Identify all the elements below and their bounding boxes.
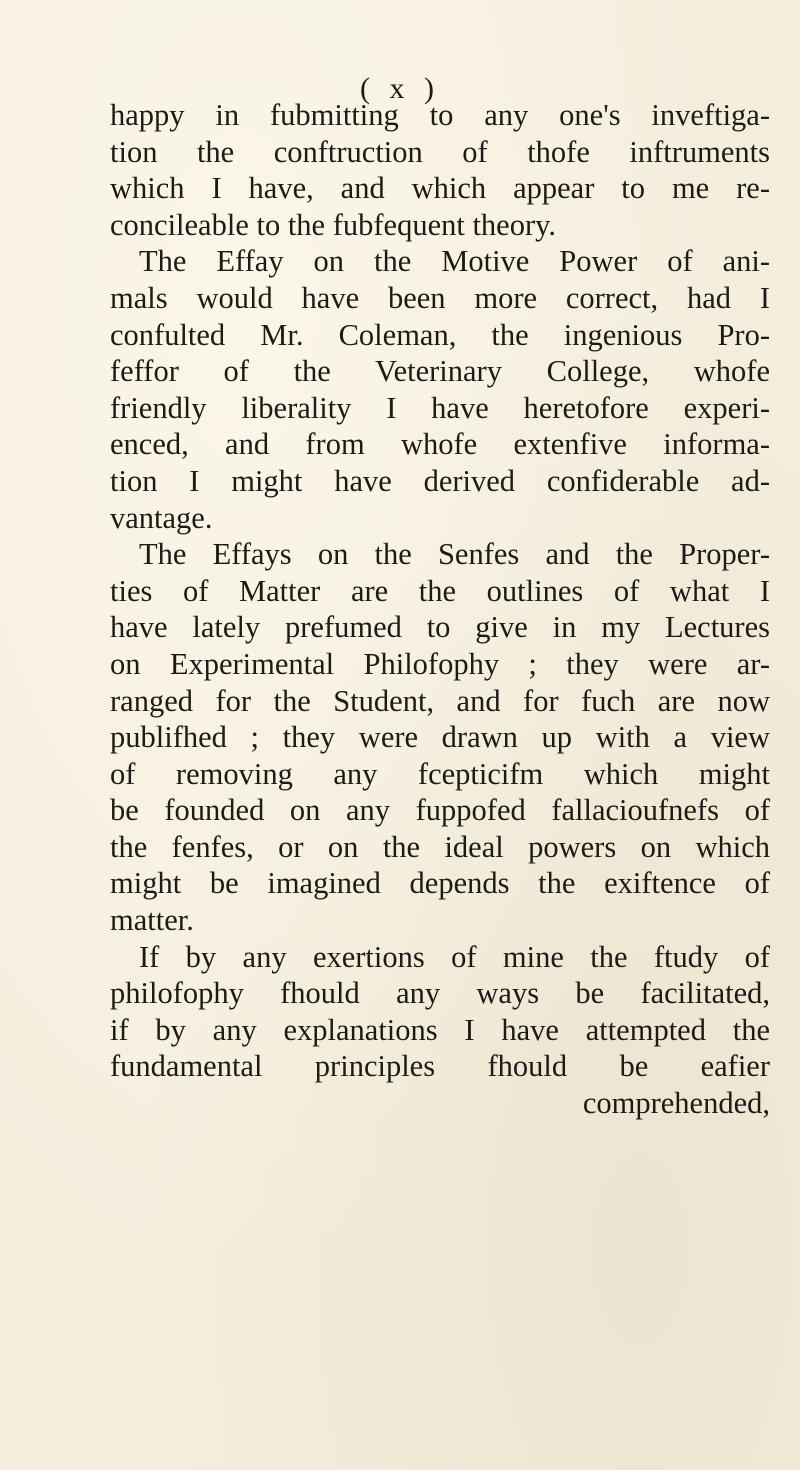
body-text	[110, 97, 770, 1122]
text-line: publifhed ; they were drawn up with a view	[110, 720, 770, 755]
text-line: vantage.	[110, 500, 213, 535]
page-number: ( x )	[360, 72, 440, 105]
text-line: confulted Mr. Coleman, the ingenious Pro-	[110, 317, 770, 352]
text-line: be founded on any fuppofed fallacioufnefs of	[110, 793, 770, 828]
text-line: might be imagined depends the exiftence of	[110, 866, 770, 901]
paragraph-start-line: If by any exertions of mine the ftudy of	[139, 939, 770, 974]
text-line: on Experimental Philofophy ; they were ar-	[110, 646, 770, 681]
text-line: feffor of the Veterinary College, whofe	[110, 354, 770, 389]
text-line: philofophy fhould any ways be facilitated,	[110, 976, 770, 1011]
text-line: friendly liberality I have heretofore experi-	[110, 390, 770, 425]
text-line: fundamental principles fhould be eafier	[110, 1049, 770, 1084]
text-line: tion the conftruction of thofe inftruments	[110, 134, 770, 169]
text-line: ties of Matter are the outlines of what I	[110, 573, 770, 608]
paragraph-start-line: The Effays on the Senfes and the Proper-	[139, 537, 770, 572]
text-line: happy in fubmitting to any one's inveftiga-	[110, 98, 770, 132]
text-line: have lately prefumed to give in my Lectures	[110, 610, 770, 645]
text-line: which I have, and which appear to me re-	[110, 171, 770, 206]
text-line: enced, and from whofe extenfive informa-	[110, 427, 770, 462]
text-line: concileable to the fubfequent theory.	[110, 207, 557, 242]
text-line: the fenfes, or on the ideal powers on which	[110, 829, 770, 864]
catchword: comprehended,	[582, 1086, 770, 1121]
text-line: tion I might have derived confiderable ad-	[110, 463, 770, 498]
text-line: if by any explanations I have attempted the	[110, 1012, 770, 1047]
text-line: mals would have been more correct, had I	[110, 280, 770, 315]
text-line: ranged for the Student, and for fuch are now	[110, 683, 770, 718]
text-line: matter.	[110, 903, 194, 938]
text-line: of removing any fcepticifm which might	[110, 756, 770, 791]
paragraph-start-line: The Effay on the Motive Power of ani-	[139, 244, 770, 279]
